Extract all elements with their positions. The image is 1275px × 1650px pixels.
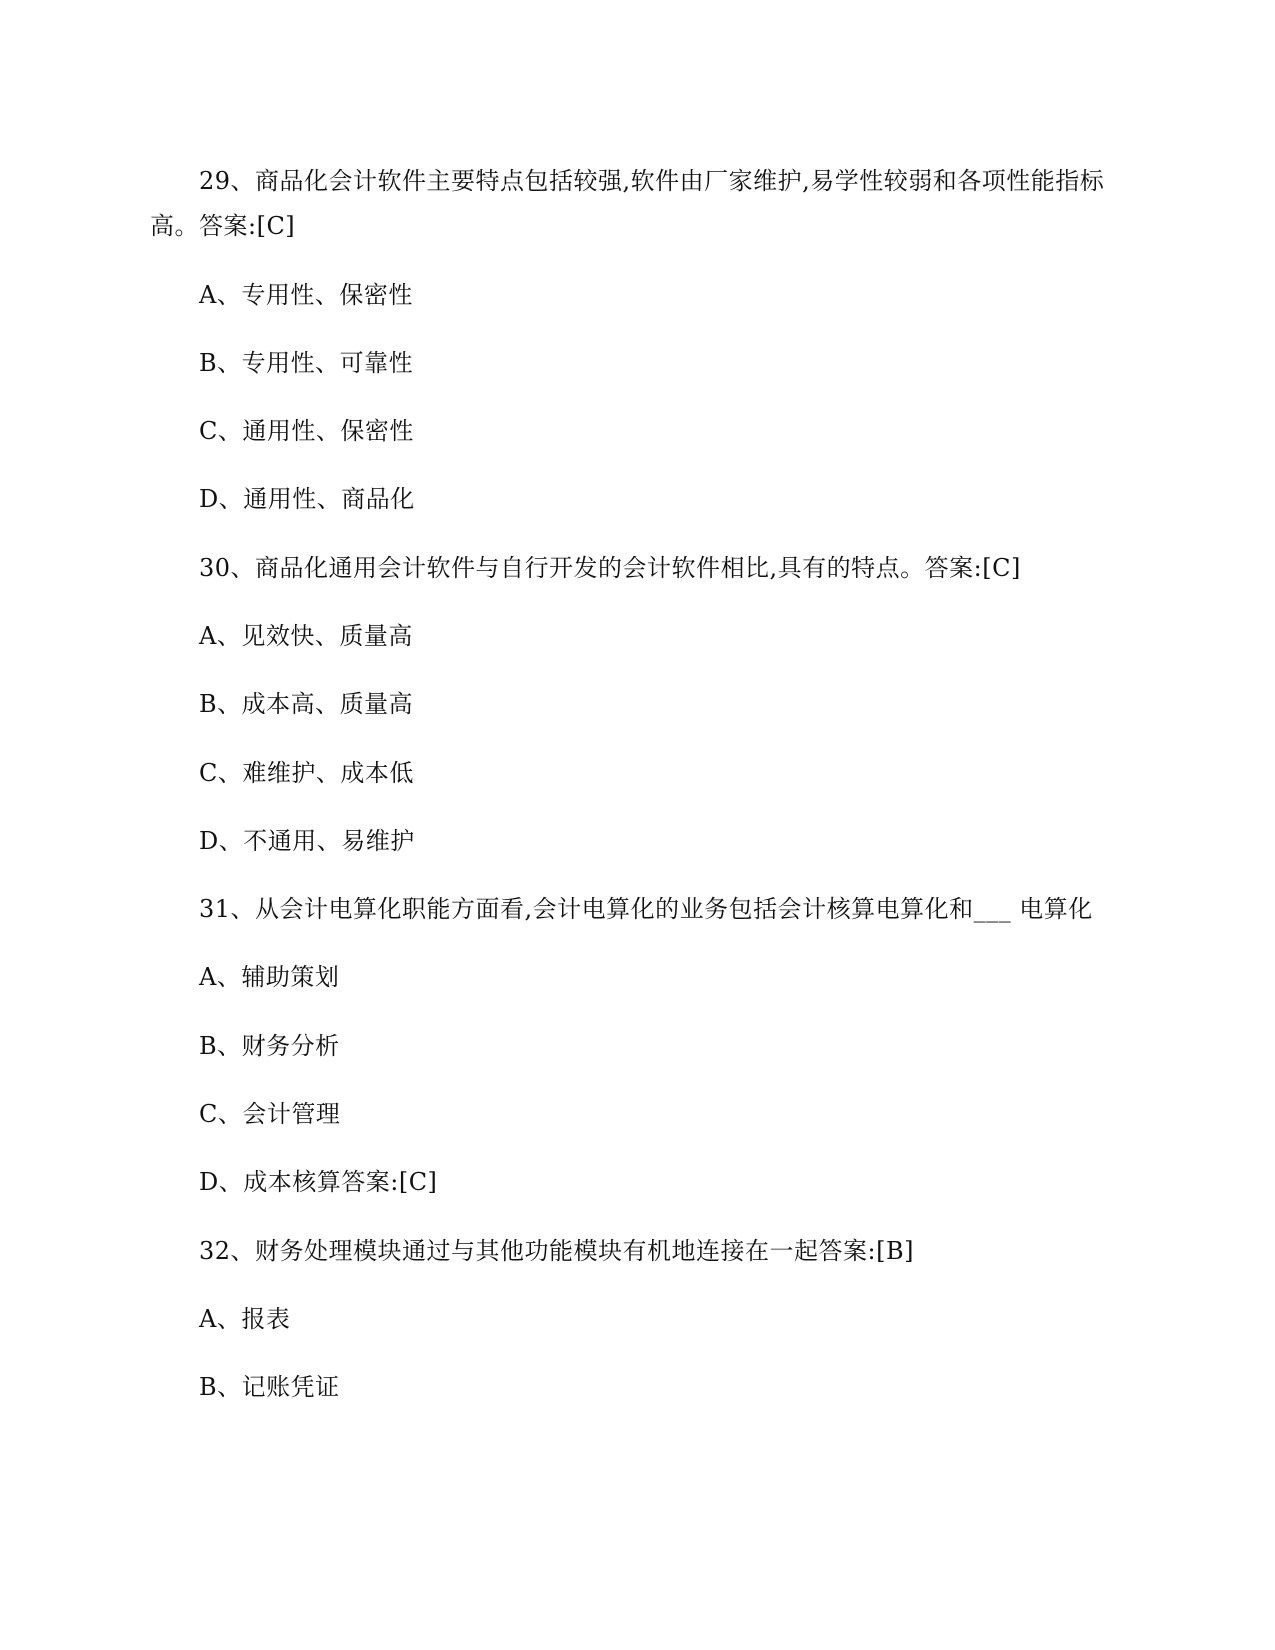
question-29-option-c: C、通用性、保密性 bbox=[199, 417, 414, 445]
question-29-option-d: D、通用性、商品化 bbox=[199, 485, 415, 513]
question-31-stem: 31、从会计电算化职能方面看,会计电算化的业务包括会计核算电算化和___ 电算化 bbox=[199, 895, 1093, 923]
question-32-option-b: B、记账凭证 bbox=[199, 1373, 340, 1401]
question-29-stem-continued: 高。答案:[C] bbox=[150, 212, 296, 240]
question-29-option-a: A、专用性、保密性 bbox=[199, 281, 413, 309]
question-30-option-a: A、见效快、质量高 bbox=[199, 622, 413, 650]
question-31-option-d: D、成本核算答案:[C] bbox=[199, 1168, 438, 1196]
question-29-option-b: B、专用性、可靠性 bbox=[199, 349, 414, 377]
question-30-option-c: C、难维护、成本低 bbox=[199, 759, 414, 787]
question-32-option-a: A、报表 bbox=[199, 1305, 291, 1333]
question-29-stem: 29、商品化会计软件主要特点包括较强,软件由厂家维护,易学性较弱和各项性能指标 bbox=[199, 167, 1105, 195]
question-30-stem: 30、商品化通用会计软件与自行开发的会计软件相比,具有的特点。答案:[C] bbox=[199, 554, 1021, 582]
question-30-option-d: D、不通用、易维护 bbox=[199, 827, 415, 855]
question-32-stem: 32、财务处理模块通过与其他功能模块有机地连接在一起答案:[B] bbox=[199, 1237, 914, 1265]
question-31-option-c: C、会计管理 bbox=[199, 1100, 341, 1128]
question-31-option-a: A、辅助策划 bbox=[199, 963, 340, 991]
question-30-option-b: B、成本高、质量高 bbox=[199, 690, 414, 718]
question-31-option-b: B、财务分析 bbox=[199, 1032, 340, 1060]
